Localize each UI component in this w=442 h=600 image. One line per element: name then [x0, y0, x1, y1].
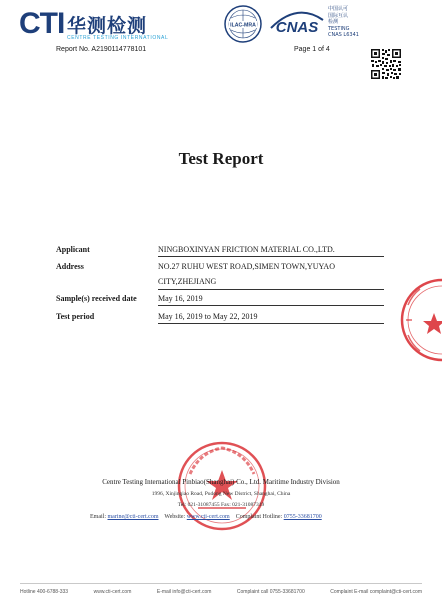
- bottom-complaint-call: Complaint call 0755-33681700: [236, 589, 305, 595]
- cnas-line-1: 中国认可: [328, 6, 349, 12]
- footer-address: 1996, Xinjinqiao Road, Pudong New District, Shanghai, China: [151, 491, 291, 497]
- complaint-label: Complaint Hotline:: [235, 514, 283, 520]
- email-link[interactable]: marine@cti-cert.com: [107, 514, 159, 520]
- complaint-hotline-link[interactable]: 0755-33681700: [283, 514, 322, 520]
- ilac-mra-text: ILAC-MRA: [230, 22, 256, 29]
- cnas-line-5: CNAS L6341: [328, 32, 359, 38]
- cnas-accreditation-text: [328, 6, 359, 39]
- report-number: Report No. A2190114778101: [56, 46, 147, 53]
- received-date-value: May 16, 2019: [158, 294, 203, 303]
- cnas-line-3: 检测: [328, 19, 339, 25]
- company-seal-stamp-edge: [398, 275, 442, 365]
- footer-tel-fax: Tel: 021-31087455 Fax: 021-31087319: [177, 502, 265, 508]
- cti-logo-chinese: 华测检测: [67, 15, 148, 37]
- qr-code: [370, 48, 402, 80]
- applicant-label: Applicant: [56, 245, 90, 254]
- cnas-logo-text: CNAS: [275, 19, 319, 36]
- address-underline: [158, 289, 384, 290]
- footer-company-name: Centre Testing International Pinbiao(Shanghai) Co., Ltd. Maritime Industry Division: [102, 478, 340, 486]
- bottom-divider: [20, 583, 422, 584]
- email-label: Email:: [90, 514, 106, 520]
- test-period-label: Test period: [56, 312, 95, 321]
- footer-contact-line: [90, 514, 322, 520]
- cnas-line-4: TESTING: [328, 25, 350, 32]
- address-line-1: NO.27 RUHU WEST ROAD,SIMEN TOWN,YUYAO: [158, 262, 335, 271]
- bottom-complaint-email: Complaint E-mail complaint@cti-cert.com: [330, 589, 422, 595]
- cti-logo-english: CENTRE TESTING INTERNATIONAL: [67, 35, 169, 41]
- report-title: Test Report: [178, 149, 264, 168]
- ilac-mra-logo: [223, 4, 263, 44]
- applicant-value: NINGBOXINYAN FRICTION MATERIAL CO.,LTD.: [158, 245, 335, 254]
- page-indicator: Page 1 of 4: [294, 46, 330, 53]
- address-line-2: CITY,ZHEJIANG: [158, 277, 217, 286]
- cnas-logo: [269, 6, 325, 40]
- bottom-hotline: Hotline 400-6788-333: [20, 589, 69, 595]
- received-date-underline: [158, 305, 384, 306]
- bottom-contact-bar: [20, 589, 422, 595]
- applicant-underline: [158, 256, 384, 257]
- bottom-website: www.cti-cert.com: [93, 589, 132, 595]
- address-label: Address: [56, 262, 84, 271]
- test-period-value: May 16, 2019 to May 22, 2019: [158, 312, 258, 321]
- website-link[interactable]: www.cti-cert.com: [186, 514, 230, 520]
- bottom-email: E-mail info@cti-cert.com: [156, 589, 212, 595]
- received-date-label: Sample(s) received date: [56, 294, 137, 303]
- website-label: Website:: [164, 514, 186, 520]
- test-period-underline: [158, 323, 384, 324]
- cnas-line-2: 国际互认: [328, 12, 349, 19]
- cti-logo-mark: CTI: [19, 7, 65, 40]
